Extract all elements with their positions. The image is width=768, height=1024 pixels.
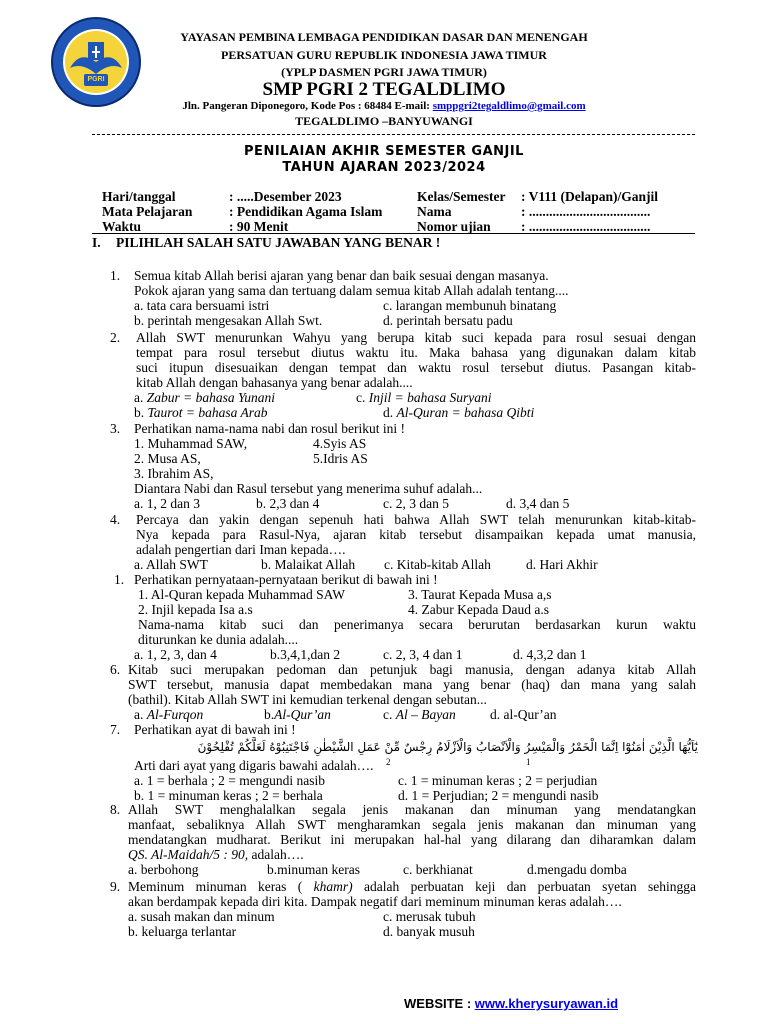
option-c[interactable] <box>356 390 491 405</box>
question-text-start: Meminum minuman keras ( <box>128 879 314 894</box>
term-khamr: khamr) <box>313 879 353 894</box>
option-c[interactable]: c. larangan membunuh binatang <box>383 298 557 313</box>
list-item: 3. Taurat Kepada Musa a,s <box>408 587 552 602</box>
question-number: 6. <box>110 662 121 677</box>
question-text: akan berdampak kepada diri kita. Dampak negatif dari meminum minuman keras adalah…. <box>128 894 622 909</box>
foundation-abbrev: (YPLP DASMEN PGRI JAWA TIMUR) <box>281 65 487 79</box>
option-b[interactable]: b.3,4,1,dan 2 <box>270 647 341 662</box>
list-item: 5.Idris AS <box>313 451 368 466</box>
question-number: 9. <box>110 879 121 894</box>
option-text: Injil = bahasa Suryani <box>368 390 492 405</box>
option-c[interactable]: c. berkhianat <box>403 862 473 877</box>
option-b[interactable] <box>264 707 331 722</box>
question-number: 1. <box>110 268 121 283</box>
option-a[interactable] <box>134 707 203 722</box>
option-letter: a. <box>134 707 147 722</box>
info-value: : V111 (Delapan)/Ganjil <box>521 189 659 204</box>
exam-year: TAHUN AJARAN 2023/2024 <box>282 160 486 175</box>
info-divider <box>92 233 695 234</box>
exam-title: PENILAIAN AKHIR SEMESTER GANJIL <box>244 144 524 159</box>
question-text: Perhatikan nama-nama nabi dan rosul berikut ini ! <box>134 421 406 436</box>
info-label: Nomor ujian <box>417 219 491 234</box>
info-label: Waktu <box>102 219 142 234</box>
surah-reference: QS. Al-Maidah/5 : 90, <box>128 847 249 862</box>
foundation-name: YAYASAN PEMBINA LEMBAGA PENDIDIKAN DASAR DAN MENENGAH <box>180 30 588 44</box>
footnote-marker: 2 <box>386 757 391 767</box>
option-d[interactable]: d.mengadu domba <box>527 862 627 877</box>
question-text <box>128 847 304 862</box>
question-text: Pokok ajaran yang sama dan tertuang dalam semua kitab Allah adalah tentang.... <box>134 283 569 298</box>
email-link[interactable]: smppgri2tegaldlimo@gmail.com <box>432 100 586 112</box>
address-text: Jln. Pangeran Diponegoro, Kode Pos : 68484 E-mail: <box>182 100 433 112</box>
option-d[interactable]: d. 4,3,2 dan 1 <box>513 647 587 662</box>
question-text: Perhatikan pernyataan-pernyataan berikut di bawah ini ! <box>134 572 438 587</box>
info-label: Nama <box>417 204 452 219</box>
question-number: 3. <box>110 421 121 436</box>
option-d[interactable]: d. banyak musuh <box>383 924 475 939</box>
option-d[interactable]: d. 1 = Perjudian; 2 = mengundi nasib <box>398 788 599 803</box>
option-d[interactable] <box>383 405 534 420</box>
list-item: 2. Injil kepada Isa a.s <box>138 602 253 617</box>
option-letter: b. <box>134 405 148 420</box>
option-b[interactable]: b.minuman keras <box>267 862 360 877</box>
option-letter: b. <box>264 707 275 722</box>
question-number: 2. <box>110 330 121 345</box>
option-d[interactable]: d. perintah bersatu padu <box>383 313 513 328</box>
option-d[interactable]: d. al-Qur’an <box>490 707 557 722</box>
question-text: (bathil). Kitab Allah SWT ini kemudian terkenal dengan sebutan... <box>128 692 487 707</box>
question-text-end: adalah…. <box>248 847 304 862</box>
question-text: Allah SWT menurunkan Wahyu yang berupa kitab suci kepada para rosul sesuai dengan <box>136 330 696 345</box>
option-c[interactable]: c. Kitab-kitab Allah <box>384 557 491 572</box>
school-name: SMP PGRI 2 TEGALDLIMO <box>262 79 506 100</box>
option-a[interactable]: a. Allah SWT <box>134 557 208 572</box>
option-a[interactable]: a. susah makan dan minum <box>128 909 275 924</box>
option-letter: c. <box>383 707 396 722</box>
website-label: WEBSITE : <box>404 996 475 1011</box>
option-a[interactable] <box>134 390 275 405</box>
option-c[interactable]: c. merusak tubuh <box>383 909 476 924</box>
question-text: mendatangkan mudharat. Berikut ini merupakan hal-hal yang dilarang dan diharamkan dalam <box>128 832 696 847</box>
list-item: 3. Ibrahim AS, <box>134 466 214 481</box>
info-value[interactable]: : .................................... <box>521 204 651 219</box>
question-text: adalah pengertian dari Iman kepada…. <box>136 542 346 557</box>
option-text: Taurot = bahasa Arab <box>147 405 268 420</box>
option-text: Zabur = bahasa Yunani <box>146 390 276 405</box>
section-heading <box>92 235 441 250</box>
section-title: PILIHLAH SALAH SATU JAWABAN YANG BENAR ! <box>116 235 441 250</box>
header-divider <box>92 134 695 135</box>
option-a[interactable]: a. 1 = berhala ; 2 = mengundi nasib <box>134 773 326 788</box>
option-a[interactable]: a. 1, 2 dan 3 <box>134 496 200 511</box>
question-text: Nama-nama kitab suci dan penerimanya secara berurutan berdasarkan kurun waktu <box>138 617 696 632</box>
list-item: 1. Al-Quran kepada Muhammad SAW <box>138 587 345 602</box>
school-city: TEGALDLIMO –BANYUWANGI <box>295 114 473 128</box>
list-item: 4. Zabur Kepada Daud a.s <box>408 602 549 617</box>
question-text: diturunkan ke dunia adalah.... <box>138 632 299 647</box>
question-text: Arti dari ayat yang digaris bawahi adalah…. <box>134 758 374 773</box>
footer-website <box>404 996 618 1012</box>
info-label: Kelas/Semester <box>417 189 506 204</box>
info-value: : Pendidikan Agama Islam <box>229 204 383 219</box>
question-text: manfaat, sebaliknya Allah SWT mengharamkan segala jenis makanan dan minuman yang <box>128 817 696 832</box>
option-text: Al-Furqon <box>146 707 204 722</box>
option-letter: d. <box>383 405 397 420</box>
question-text: Percaya dan yakin dengan sepenuh hati bahwa Allah SWT telah menurunkan kitab-kitab- <box>136 512 696 527</box>
question-number: 1. <box>114 572 125 587</box>
section-number: I. <box>92 235 101 250</box>
option-a[interactable]: a. berbohong <box>128 862 199 877</box>
option-b[interactable]: b. 1 = minuman keras ; 2 = berhala <box>134 788 323 803</box>
question-text: Kitab suci merupakan pedoman dan petunjuk bagi manusia, dengan adanya kitab Allah <box>128 662 696 677</box>
option-d[interactable]: d. Hari Akhir <box>526 557 598 572</box>
question-text: SWT tersebut, manusia dapat membedakan mana yang benar (haq) dan mana yang salah <box>128 677 696 692</box>
question-number: 7. <box>110 722 121 737</box>
arabic-verse: يٰٓاَيُّهَا الَّذِيْنَ اٰمَنُوْٓا اِنَّمَا الْخَمْرُ وَالْمَيْسِرُ وَالْاَنْصَابُ وَالْاَزْلَامُ رِجْسٌ مِّنْ عَمَلِ الشَّيْطٰنِ فَاجْتَنِبُوْهُ لَعَلَّكُمْ تُفْلِحُوْنَ <box>197 740 698 754</box>
option-c[interactable]: c. 1 = minuman keras ; 2 = perjudian <box>398 773 598 788</box>
option-c[interactable]: c. 2, 3, 4 dan 1 <box>383 647 463 662</box>
option-b[interactable]: b. 2,3 dan 4 <box>256 496 320 511</box>
info-row <box>102 204 692 219</box>
question-text: suci itupun disesuaikan dengan tempat dan waktu rosul tersebut diutus. Pasangan kitab- <box>136 360 696 375</box>
option-b[interactable]: b. perintah mengesakan Allah Swt. <box>134 313 323 328</box>
logo-badge-text: PGRI <box>87 76 105 83</box>
list-item: 1. Muhammad SAW, <box>134 436 248 451</box>
option-d[interactable]: d. 3,4 dan 5 <box>506 496 570 511</box>
question-text: Nya kepada para Rasul-Nya, ajaran kitab tersebut disampaikan kepada umat manusia, <box>136 527 696 542</box>
question-text: Perhatikan ayat di bawah ini ! <box>134 722 296 737</box>
info-value: : 90 Menit <box>229 219 289 234</box>
list-item: 4.Syis AS <box>313 436 367 451</box>
option-b[interactable]: b. keluarga terlantar <box>128 924 237 939</box>
info-label: Mata Pelajaran <box>102 204 193 219</box>
info-value: : .....Desember 2023 <box>229 189 342 204</box>
question-text: Semua kitab Allah berisi ajaran yang benar dan baik sesuai dengan masanya. <box>134 268 549 283</box>
question-text: Allah SWT menghalalkan segala jenis makanan dan minuman yang mendatangkan <box>128 802 696 817</box>
question-number: 4. <box>110 512 121 527</box>
option-b[interactable]: b. Malaikat Allah <box>261 557 356 572</box>
info-label: Hari/tanggal <box>102 189 176 204</box>
question-text-end: adalah perbuatan keji dan perbuatan syetan sehingga <box>352 879 696 894</box>
exam-info <box>102 189 692 234</box>
option-text: Al-Qur’an <box>274 707 331 722</box>
info-row <box>102 189 692 204</box>
option-letter: a. <box>134 390 147 405</box>
association-name: PERSATUAN GURU REPUBLIK INDONESIA JAWA TIMUR <box>221 48 547 62</box>
question-text: tempat para rosul tersebut diutus waktu itu. Maka bahasa yang digunakan dalam kitab <box>136 345 696 360</box>
option-a[interactable]: a. 1, 2, 3, dan 4 <box>134 647 217 662</box>
footnote-marker: 1 <box>526 757 531 767</box>
info-value[interactable]: : .................................... <box>521 219 651 234</box>
option-c[interactable]: c. 2, 3 dan 5 <box>383 496 449 511</box>
question-text <box>128 879 696 894</box>
option-c[interactable] <box>383 707 456 722</box>
website-link[interactable]: www.kherysuryawan.id <box>474 996 619 1011</box>
school-address <box>0 99 768 113</box>
question-text: kitab Allah dengan bahasanya yang benar adalah.... <box>136 375 413 390</box>
info-row <box>102 219 692 234</box>
option-text: Al – Bayan <box>395 707 456 722</box>
option-text: Al-Quran = bahasa Qibti <box>396 405 535 420</box>
list-item: 2. Musa AS, <box>134 451 201 466</box>
option-letter: c. <box>356 390 369 405</box>
question-text: Diantara Nabi dan Rasul tersebut yang menerima suhuf adalah... <box>134 481 483 496</box>
option-a[interactable]: a. tata cara bersuami istri <box>134 298 270 313</box>
question-number: 8. <box>110 802 121 817</box>
option-b[interactable] <box>134 405 268 420</box>
